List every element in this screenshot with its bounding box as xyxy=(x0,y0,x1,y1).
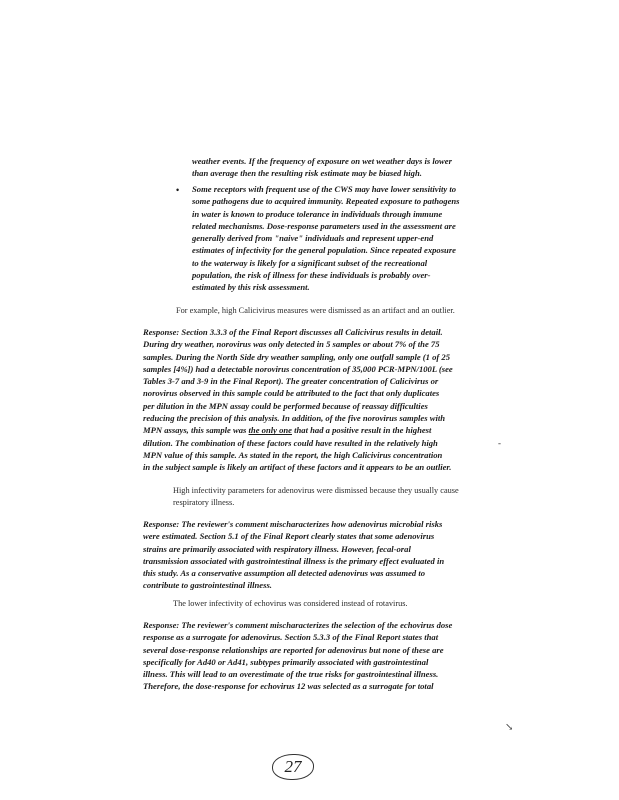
underlined-phrase: the only one xyxy=(248,425,292,436)
text-line: population, the risk of illness for these individuals is probably over- xyxy=(192,270,431,281)
text-line: several dose-response relationships are reported for adenovirus but none of these are xyxy=(143,644,444,655)
text-line: transmission associated with gastrointestinal illness is the primary effect evaluated in xyxy=(143,555,445,566)
text-line: to the waterway is likely for a significant subset of the recreational xyxy=(192,257,428,268)
text-line: During dry weather, norovirus was only detected in 5 samples or about 7% of the 75 xyxy=(143,339,440,350)
text-line: this study. As a conservative assumption all detected adenovirus was assumed to xyxy=(143,568,426,579)
text-line: some pathogens due to acquired immunity. Repeated exposure to pathogens xyxy=(192,196,460,207)
response-paragraph-1 xyxy=(143,326,502,474)
text-line: in water is known to produce tolerance in individuals through immune xyxy=(192,208,443,219)
text-line: weather events. If the frequency of exposure on wet weather days is lower xyxy=(192,156,452,166)
margin-mark: - xyxy=(498,438,501,448)
reviewer-comment-1: For example, high Calicivirus measures were dismissed as an artifact and an outlier. xyxy=(176,306,455,315)
text-line: norovirus observed in this sample could be attributed to the fact that only duplicates xyxy=(143,388,440,399)
text-line: illness. This will lead to an overestimate of the true risks for gastrointestinal illness. xyxy=(143,669,439,680)
text-line: strains are primarily associated with respiratory illness. However, fecal-oral xyxy=(143,543,411,554)
line-part: that had a positive result in the highest xyxy=(291,425,432,436)
text-line: generally derived from "naive" individuals and represent upper-end xyxy=(192,233,434,244)
text-line: Response: The reviewer's comment mischaracterizes how adenovirus microbial risks xyxy=(143,519,443,529)
text-line xyxy=(143,424,502,436)
text-line: were estimated. Section 5.1 of the Final Report clearly states that some adenovirus xyxy=(143,531,435,542)
text-line: Therefore, the dose-response for echovirus 12 was selected as a surrogate for total xyxy=(143,681,434,692)
text-line: than average then the resulting risk estimate may be biased high. xyxy=(192,168,422,179)
reviewer-comment-3: The lower infectivity of echovirus was considered instead of rotavirus. xyxy=(173,599,408,608)
text-line: Response: The reviewer's comment mischaracterizes the selection of the echovirus dose xyxy=(143,620,453,630)
response-paragraph-3 xyxy=(143,619,502,693)
text-line: related mechanisms. Dose-response parameters used in the assessment are xyxy=(192,220,456,231)
text-line: estimated by this risk assessment. xyxy=(192,282,310,293)
intro-paragraph xyxy=(192,155,502,180)
text-line: samples. During the North Side dry weather sampling, only one outfall sample (1 of 25 xyxy=(143,351,451,362)
text-line: respiratory illness. xyxy=(173,497,235,507)
text-line: Response: Section 3.3.3 of the Final Report discusses all Calicivirus results in detail. xyxy=(143,327,443,337)
text-line: samples [4%]) had a detectable norovirus concentration of 35,000 PCR-MPN/100L (see xyxy=(143,363,453,374)
text-line: in the subject sample is likely an artifact of these factors and it appears to be an outlier. xyxy=(143,462,452,473)
scan-mark: ↘ xyxy=(505,722,514,733)
line-part: MPN assays, this sample was xyxy=(143,425,249,436)
bullet-paragraph xyxy=(192,183,502,294)
text-line: Some receptors with frequent use of the CWS may have lower sensitivity to xyxy=(192,184,457,194)
text-line: per dilution in the MPN assay could be performed because of reassay difficulties xyxy=(143,400,428,411)
text-line: MPN value of this sample. As stated in the report, the high Calicivirus concentration xyxy=(143,449,443,460)
bullet-marker: • xyxy=(176,185,180,195)
text-line: dilution. The combination of these factors could have resulted in the relatively high xyxy=(143,437,438,448)
text-line: High infectivity parameters for adenovirus were dismissed because they usually cause xyxy=(173,486,459,495)
text-line: reducing the precision of this analysis. In addition, of the five norovirus samples with xyxy=(143,413,446,424)
text-line: specifically for Ad40 or Ad41, subtypes primarily associated with gastrointestinal xyxy=(143,656,429,667)
text-line: Tables 3-7 and 3-9 in the Final Report). The greater concentration of Calicivirus or xyxy=(143,376,439,387)
text-line: estimates of infectivity for the general population. Since repeated exposure xyxy=(192,245,456,256)
text-line: contribute to gastrointestinal illness. xyxy=(143,580,272,591)
response-paragraph-2 xyxy=(143,518,502,592)
text-line: response as a surrogate for adenovirus. Section 5.3.3 of the Final Report states that xyxy=(143,632,439,643)
page-number: 27 xyxy=(272,754,314,780)
reviewer-comment-2 xyxy=(173,485,483,508)
